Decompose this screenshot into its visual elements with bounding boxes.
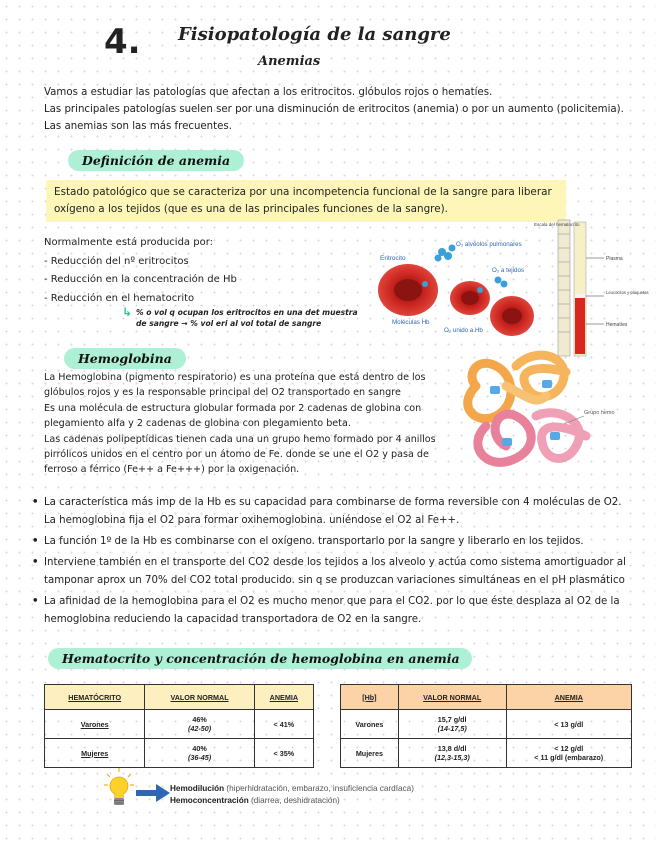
hemo-line: plegamiento alfa y 2 cadenas de globina con plegamiento beta. xyxy=(44,418,351,430)
causes-intro: Normalmente está producida por: xyxy=(44,237,213,248)
definicion-line: Estado patológico que se caracteriza por una incompetencia funcional de la sangre para liberar xyxy=(54,186,552,198)
label-plasma: Plasma xyxy=(606,256,623,262)
list-item xyxy=(32,533,632,551)
column-header: ANEMIA xyxy=(254,685,313,710)
column-header: VALOR NORMAL xyxy=(398,685,506,710)
tip-line xyxy=(170,783,414,795)
hemo-line: La Hemoglobina (pigmento respiratorio) es una proteína que está dentro de los xyxy=(44,372,426,383)
section-number: 4. xyxy=(104,22,141,62)
list-item xyxy=(32,554,632,590)
normal-range: (42-50) xyxy=(187,724,212,733)
tip-description: (hiperhidratación, embarazo, insuficiencia cardíaca) xyxy=(226,784,414,793)
lightbulb-icon xyxy=(104,768,134,810)
normal-value-cell xyxy=(398,710,506,739)
label-o2-alveolos: O₂ alvéolos pulmonares xyxy=(456,241,522,248)
rbc-cell xyxy=(378,264,438,316)
bullet-line: La afinidad de la hemoglobina para el O2 es mucho menor que para el CO2. por lo que éste desplaza al O2 de la xyxy=(44,596,620,607)
row-label: Varones xyxy=(341,710,399,739)
hematocrito-table xyxy=(44,684,314,768)
list-item xyxy=(32,593,632,629)
cause-item: - Reducción en la concentración de Hb xyxy=(44,274,237,285)
column-header: ANEMIA xyxy=(506,685,631,710)
anemia-value-embarazo: < 11 g/dl (embarazo) xyxy=(534,753,604,762)
arrow-icon: ↳ xyxy=(122,305,133,319)
arrow-right-icon xyxy=(136,784,170,802)
anemia-value: < 35% xyxy=(254,739,313,768)
causes-list xyxy=(44,234,237,308)
hematocrito-heading: Hematocrito y concentración de hemoglobina en anemia xyxy=(48,648,472,669)
label-grupo-hemo: Grupo hemo xyxy=(584,410,615,416)
normal-value-cell xyxy=(398,739,506,768)
label-eritrocito: Eritrocito xyxy=(380,255,406,262)
label-moleculas: Moléculas Hb xyxy=(392,319,430,326)
bullet-line: La característica más imp de la Hb es su capacidad para combinarse de forma reversible con 4 moléculas de O2. xyxy=(44,497,622,508)
tip-description: (diarrea, deshidratación) xyxy=(251,796,340,805)
table-header-row xyxy=(341,685,632,710)
hemoglobin-molecule-illustration xyxy=(446,346,615,478)
normal-value: 15,7 g/dl xyxy=(437,715,467,724)
column-header: HEMATÓCRITO xyxy=(45,685,145,710)
page-title: Fisiopatología de la sangre xyxy=(178,24,451,45)
table-header-row xyxy=(45,685,314,710)
normal-value: 13,8 d/dl xyxy=(437,744,467,753)
hemo-line: ferroso a férrico (Fe++ a Fe+++) por la oxigenación. xyxy=(44,464,300,476)
normal-value: 40% xyxy=(192,744,207,753)
bullet-icon: • xyxy=(32,497,39,508)
note-line: de sangre → % vol eri al vol total de sangre xyxy=(136,319,322,328)
tip-line xyxy=(170,795,414,807)
definicion-heading: Definición de anemia xyxy=(68,150,244,171)
bullet-icon: • xyxy=(32,596,39,607)
normal-value: 46% xyxy=(192,715,207,724)
hemo-line: pirrólicos unidos en el centro por un átomo de Fe. donde se une el O2 y pasa de xyxy=(44,449,429,461)
normal-value-cell xyxy=(145,739,254,768)
normal-range: (36-45) xyxy=(187,753,212,762)
hematocrit-tube-diagram xyxy=(534,214,649,360)
label-leucocitos: Leucocitos y plaquetas xyxy=(606,290,649,295)
definicion-box xyxy=(46,180,566,222)
cause-item: - Reducción del nº eritrocitos xyxy=(44,255,189,267)
bullet-line: Interviene también en el transporte del CO2 desde los tejidos a los alveolo y actúa como sistema amortiguador al xyxy=(44,557,626,568)
label-escala: Escala del hematocrito xyxy=(534,222,580,227)
note-line: % o vol q ocupan los eritrocitos en una det muestra xyxy=(136,308,358,317)
rbc-cell xyxy=(490,296,534,336)
erythrocyte-diagram xyxy=(370,236,550,346)
hemoglobina-heading: Hemoglobina xyxy=(64,348,186,369)
intro-line: Vamos a estudiar las patologías que afectan a los eritrocitos. glóbulos rojos o hematíes. xyxy=(44,87,493,98)
buffy-coat xyxy=(575,294,585,298)
table-row xyxy=(341,739,632,768)
table-row xyxy=(45,739,314,768)
tip-term: Hemoconcentración xyxy=(170,796,249,805)
hemo-line: Las cadenas polipeptídicas tienen cada una un grupo hemo formado por 4 anillos xyxy=(44,433,436,445)
list-item xyxy=(32,494,632,530)
normal-range: (12,3-15,3) xyxy=(434,753,470,762)
bullet-line: La hemoglobina fija el O2 para formar oxihemoglobina. uniéndose el O2 al Fe++. xyxy=(44,515,460,526)
hematocrito-note xyxy=(122,305,358,329)
hemo-line: Es una molécula de estructura globular formada por 2 cadenas de globina con xyxy=(44,402,422,414)
anemia-value: < 13 g/dl xyxy=(554,719,584,729)
label-o2-unido: O₂ unido a Hb xyxy=(444,327,483,334)
anemia-cell xyxy=(506,710,631,739)
intro-line: Las principales patologías suelen ser por una disminución de eritrocitos (anemia) o por un aumento (policitemia). xyxy=(44,104,624,115)
cause-item: - Reducción en el hematocrito xyxy=(44,292,195,304)
rbc-cell xyxy=(450,281,490,315)
hemoglobina-paragraph xyxy=(44,370,436,478)
tip-term: Hemodilución xyxy=(170,784,225,793)
anemia-value: < 41% xyxy=(254,710,313,739)
table-row xyxy=(341,710,632,739)
table-row xyxy=(45,710,314,739)
bullet-line: La función 1º de la Hb es combinarse con el oxígeno. transportarlo por la sangre y liberarlo en los tejidos. xyxy=(44,536,584,547)
tips-box xyxy=(170,783,414,807)
column-header: VALOR NORMAL xyxy=(145,685,254,710)
bullet-icon: • xyxy=(32,557,39,568)
bullet-line: hemoglobina reduciendo la capacidad transportadora de O2 en la sangre. xyxy=(44,614,422,625)
anemia-cell xyxy=(506,739,631,768)
page-subtitle: Anemias xyxy=(258,54,321,69)
bullet-line: tamponar aprox un 70% del CO2 total producido. sin q se produzcan variaciones simultáneas en el pH plasmático xyxy=(44,575,625,586)
hb-table xyxy=(340,684,632,768)
label-o2-tejidos: O₂ a tejidos xyxy=(492,267,524,274)
hemoglobin-facts-list xyxy=(32,494,632,632)
intro-paragraph xyxy=(44,84,624,135)
column-header: [Hb] xyxy=(341,685,399,710)
normal-value-cell xyxy=(145,710,254,739)
label-hematies: Hematíes xyxy=(606,322,628,328)
normal-range: (14-17,5) xyxy=(437,724,467,733)
intro-line: Las anemias son las más frecuentes. xyxy=(44,121,232,132)
anemia-value: < 12 g/dl xyxy=(554,744,584,753)
row-label: Varones xyxy=(45,710,145,739)
bullet-icon: • xyxy=(32,536,39,547)
hemo-line: glóbulos rojos y es la responsable principal del O2 transportado en sangre xyxy=(44,387,401,399)
row-label: Mujeres xyxy=(45,739,145,768)
row-label: Mujeres xyxy=(341,739,399,768)
definicion-line: oxígeno a los tejidos (que es una de las principales funciones de la sangre). xyxy=(54,203,448,215)
